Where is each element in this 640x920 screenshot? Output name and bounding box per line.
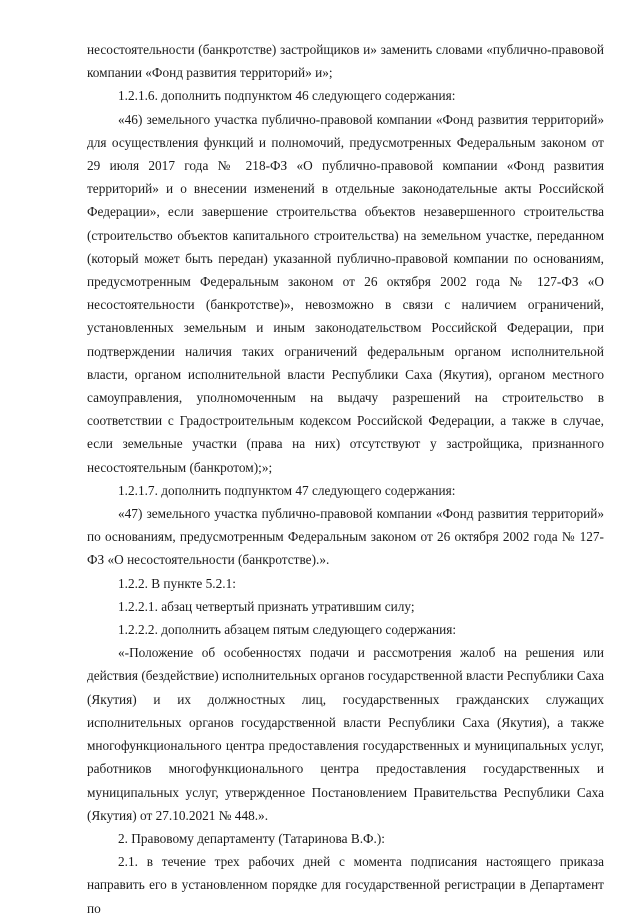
clause-1-2-1-6: 1.2.1.6. дополнить подпунктом 46 следующего содержания: (118, 88, 456, 104)
clause-2-1: 2.1. в течение трех рабочих дней с момента подписания настоящего приказа направить его в установленном порядке для государственной регистрации в Департамент по (87, 854, 604, 916)
document-page (87, 38, 604, 920)
subclause-46-text: «46) земельного участка публично-правовой компании «Фонд развития территорий» для осуществления функций и полномочий, предусмотренных Федеральным законом от 29 июля 2017 года № 218-ФЗ «О публично-правовой компании «Фонд развития территорий» и о внесении изменений в отдельные законодательные акты Российской Федерации», если завершение строительства объектов незавершенного строительства (строительство объектов капитального строительства) на земельном участке, переданном (который может быть передан) указанной публично-правовой компании по основаниям, предусмотренным Федеральным законом от 26 октября 2002 года № 127-ФЗ «О несостоятельности (банкротстве)», невозможно в связи с наличием ограничений, установленных земельным и иным законодательством Российской Федерации, при подтверждении наличия таких ограничений федеральным органом исполнительной власти, органом исполнительной власти Республики Саха (Якутия), органом местного самоуправления, уполномоченным на выдачу разрешений на строительство в соответствии с Градостроительным кодексом Российской Федерации, а также в случае, если земельные участки (права на них) отсутствуют у застройщика, признанного несостоятельным (банкротом);»; (87, 111, 604, 475)
regulation-text: «-Положение об особенностях подачи и рассмотрения жалоб на решения или действия (бездействие) исполнительных органов государственной власти Республики Саха (Якутия) и их должностных лиц, государственных гражданских служащих исполнительных органов государственной власти Республики Саха (Якутия), а также многофункционального центра предоставления государственных и муниципальных услуг, работников многофункционального центра предоставления государственных и муниципальных услуг, утвержденное Постановлением Правительства Республики Саха (Якутия) от 27.10.2021 № 448.». (87, 645, 604, 823)
clause-1-2-1-7: 1.2.1.7. дополнить подпунктом 47 следующего содержания: (118, 482, 456, 498)
subclause-47-text: «47) земельного участка публично-правовой компании «Фонд развития территорий» по основаниям, предусмотренным Федеральным законом от 26 октября 2002 года № 127-ФЗ «О несостоятельности (банкротстве).». (87, 506, 604, 568)
clause-2: 2. Правовому департаменту (Татаринова В.Ф.): (118, 830, 385, 846)
clause-1-2-2-2: 1.2.2.2. дополнить абзацем пятым следующего содержания: (118, 622, 457, 638)
clause-1-2-2: 1.2.2. В пункте 5.2.1: (118, 575, 236, 591)
paragraph-continuation: несостоятельности (банкротстве) застройщиков и» заменить словами «публично-правовой компании «Фонд развития территорий» и»; (87, 42, 604, 81)
clause-1-2-2-1: 1.2.2.1. абзац четвертый признать утратившим силу; (118, 598, 415, 614)
